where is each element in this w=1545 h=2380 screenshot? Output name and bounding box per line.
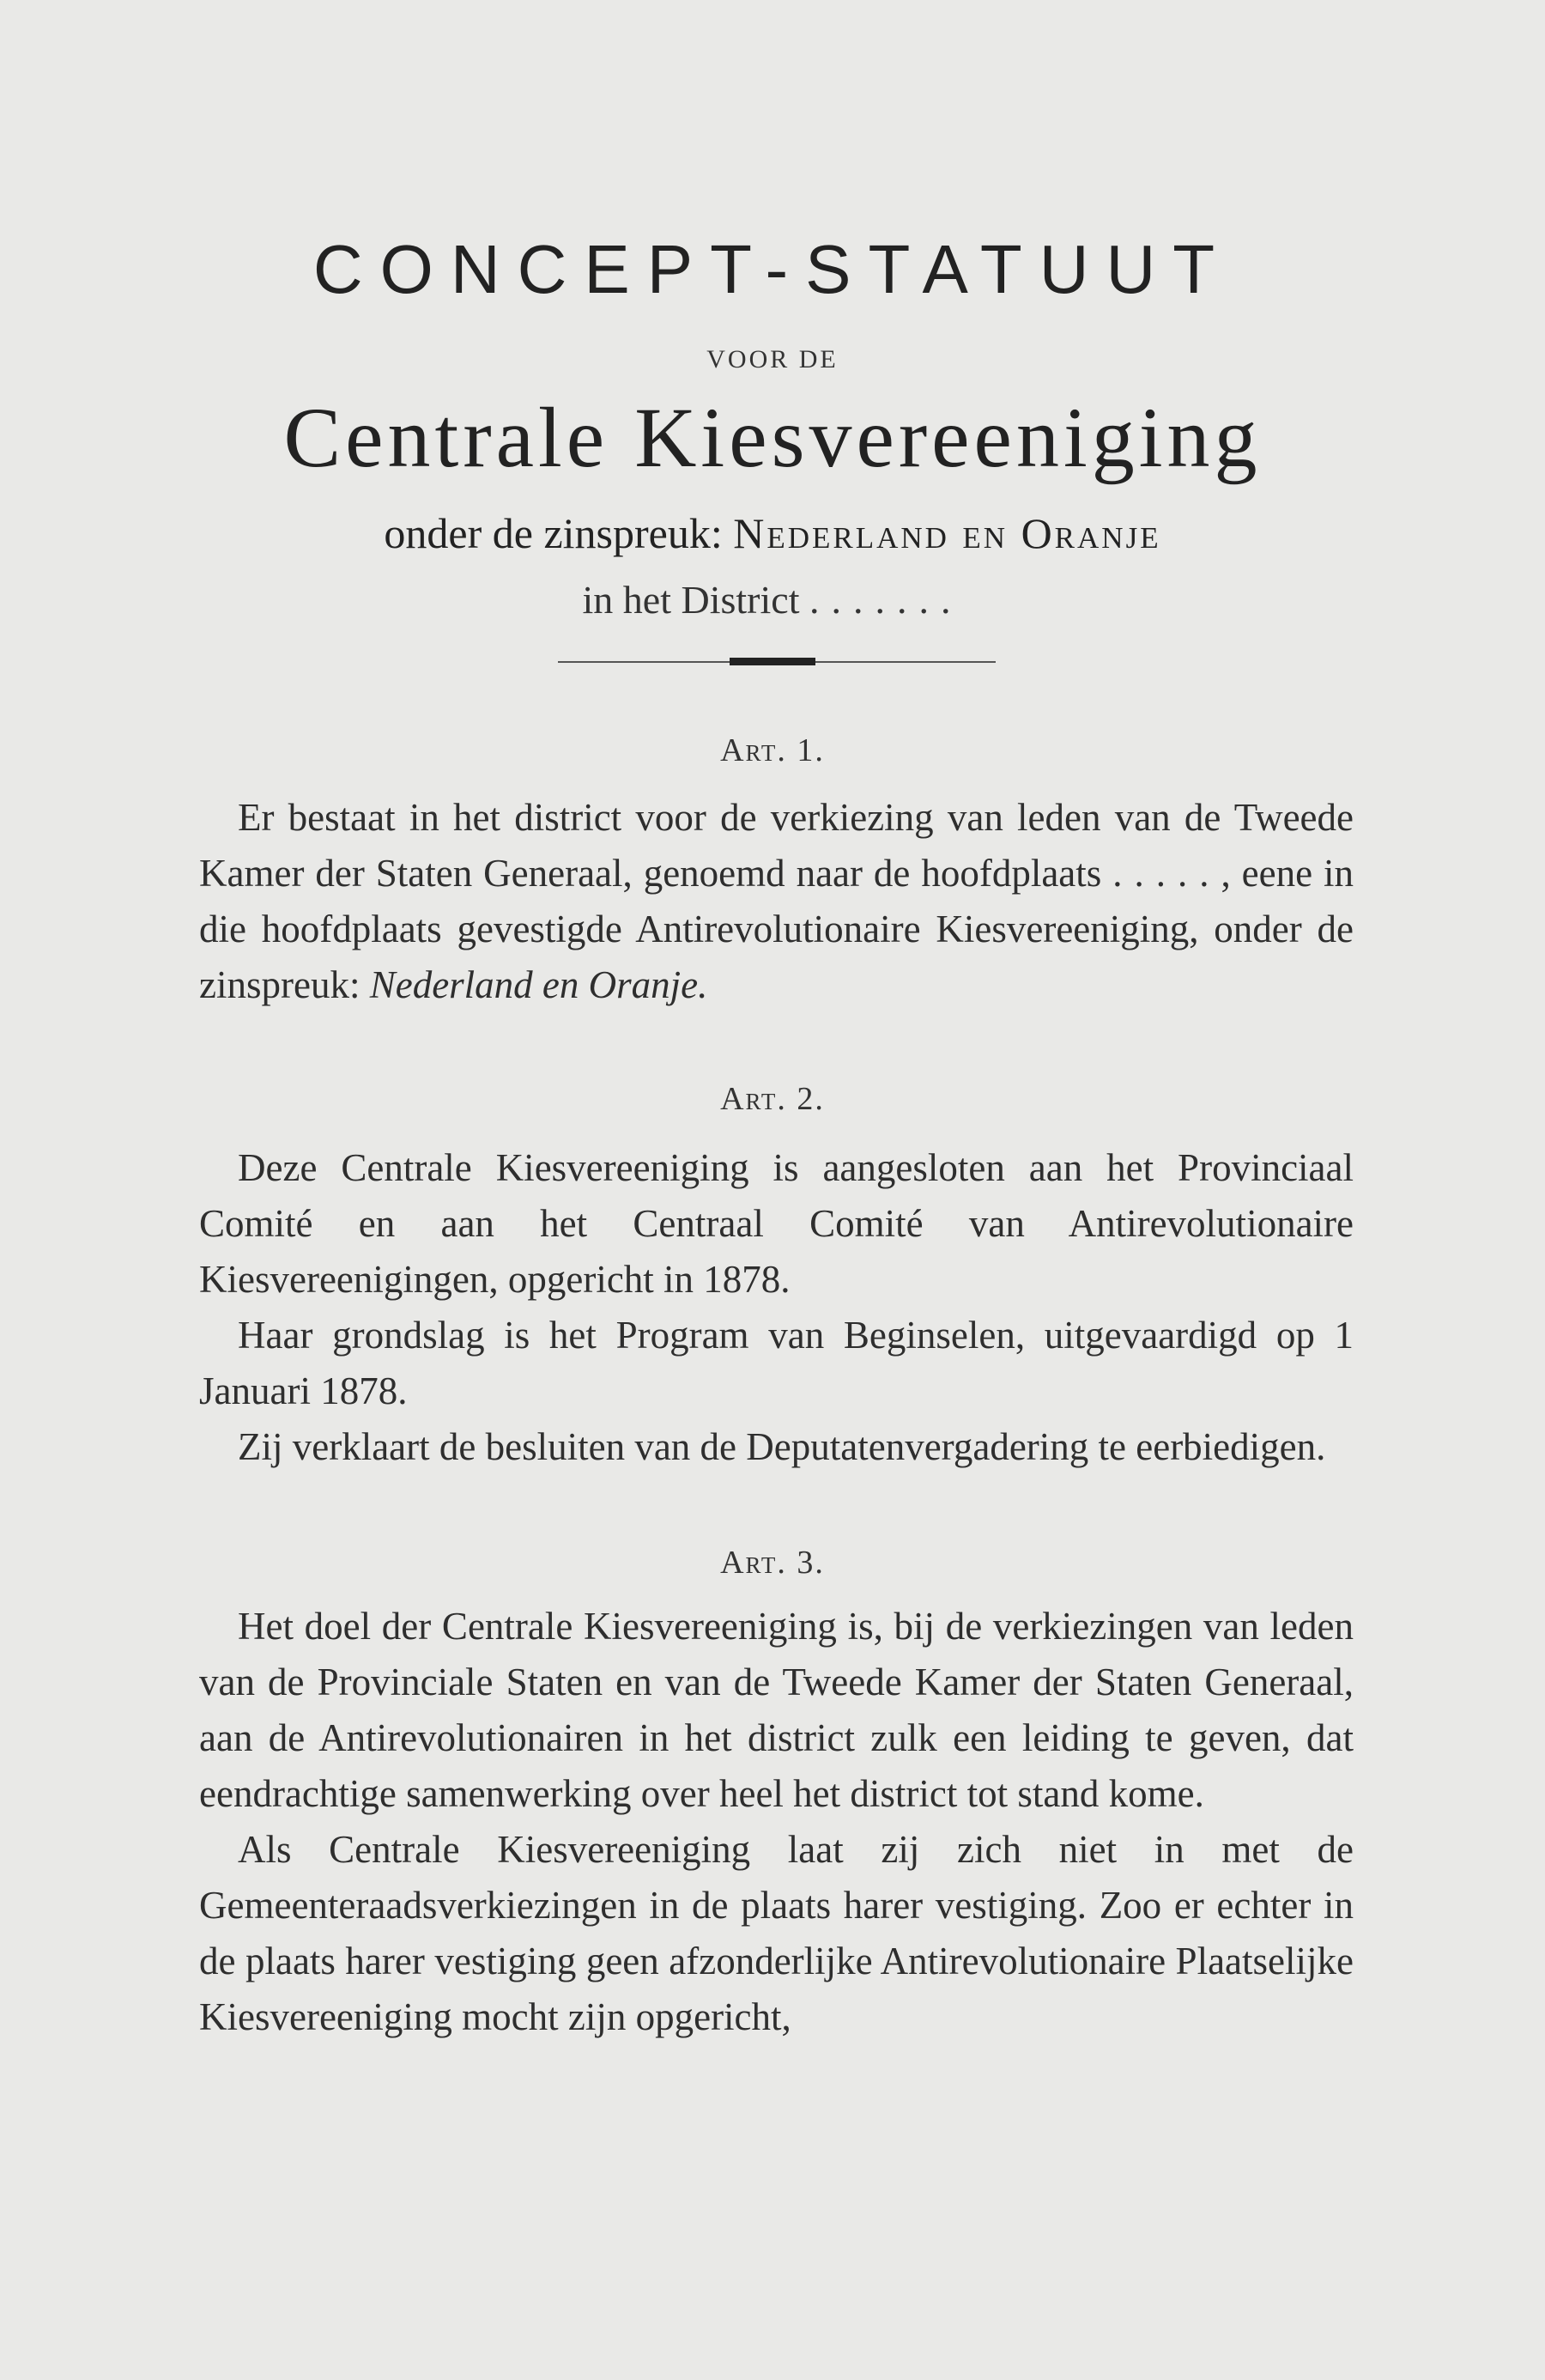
district-prefix: in het District [582,578,800,622]
article-1-body [199,790,1354,1013]
article-2-paragraph-2: Haar grondslag is het Program van Beginselen, uitgevaardigd op 1 Januari 1878. [199,1314,1354,1412]
article-2-paragraph-1: Deze Centrale Kiesvereeniging is aangesloten aan het Provinciaal Comité en aan het Centraal Comité van Antirevolutionaire Kiesvereenigingen, opgericht in 1878. [199,1146,1354,1301]
organization-name: Centrale Kiesvereeniging [283,390,1262,485]
article-2-body [199,1140,1354,1475]
article-3-paragraph-1: Het doel der Centrale Kiesvereeniging is, bij de verkiezingen van leden van de Provinciale Staten en van de Tweede Kamer der Staten Generaal, aan de Antirevolutionairen in het district zulk een leiding te geven, dat eendrachtige samenwerking over heel het district tot stand kome. [199,1605,1354,1815]
article-3-heading: Art. 3. [720,1545,825,1581]
district-dots: ....... [809,578,963,622]
article-2-heading: Art. 2. [720,1081,825,1117]
article-3-paragraph-2: Als Centrale Kiesvereeniging laat zij zich niet in met de Gemeenteraadsverkiezingen in de plaats harer vestiging. Zoo er echter in de plaats harer vestiging geen afzonderlijke Antirevolutionaire Plaatselijke Kiesvereeniging mocht zijn opgericht, [199,1828,1354,2038]
article-1-paragraph: Er bestaat in het district voor de verkiezing van leden van de Tweede Kamer der Staten Generaal, genoemd naar de hoofdplaats ....., eene in die hoofdplaats gevestigde Antirevolutionaire Kiesvereeniging, onder de zinspreuk: Nederland en Oranje. [199,796,1354,1006]
article-3-body [199,1599,1354,2045]
article-2-paragraph-3: Zij verklaart de besluiten van de Deputatenvergadering te eerbiedigen. [238,1425,1326,1468]
motto-line [0,508,1545,558]
motto-prefix: onder de zinspreuk: [384,509,723,557]
document-title: CONCEPT-STATUUT [312,231,1233,307]
article-1-heading: Art. 1. [720,732,825,768]
motto-name: Nederland en Oranje [733,509,1161,557]
district-line [0,577,1545,622]
subtitle-voor-de: VOOR DE [706,345,839,373]
divider-rule-center [730,658,815,665]
